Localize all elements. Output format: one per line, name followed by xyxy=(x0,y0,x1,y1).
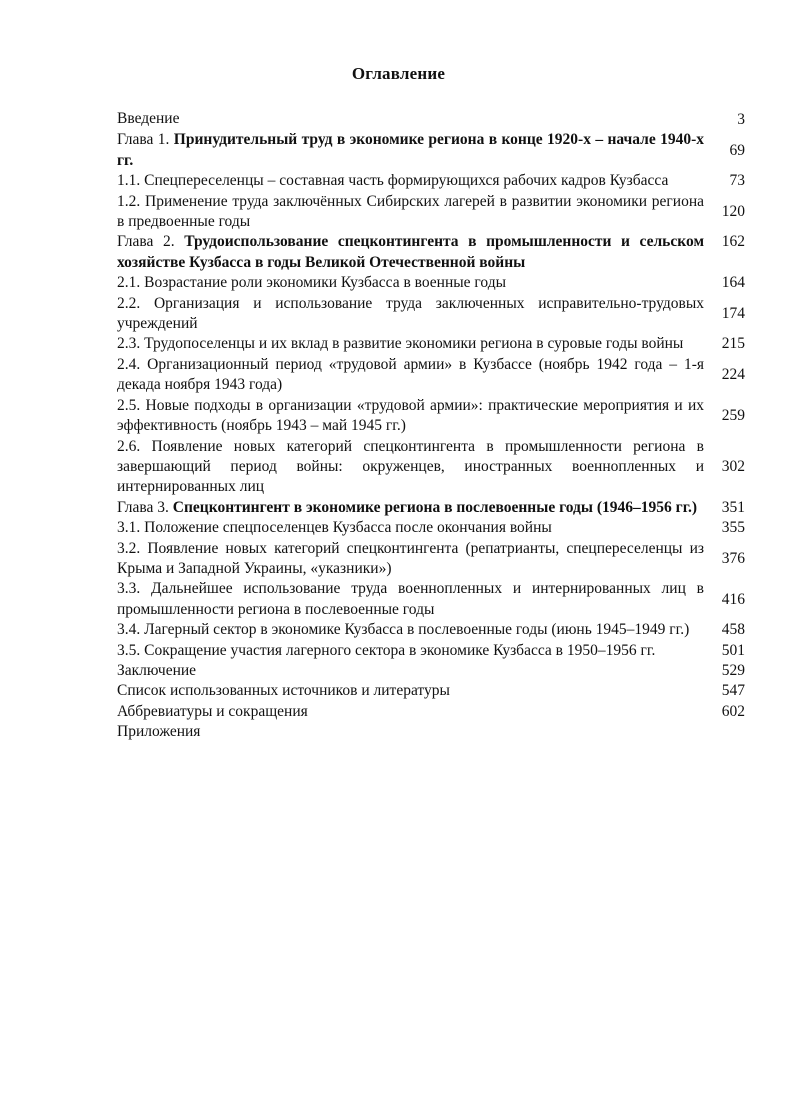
toc-entry-introduction[interactable] xyxy=(117,108,747,130)
toc-entry-text: 3.5. Сокращение участия лагерного сектора в экономике Кузбасса в 1950–1956 гг. xyxy=(117,641,656,659)
toc-page-number: 376 xyxy=(721,549,745,567)
toc-entry-section-2-4[interactable] xyxy=(117,355,747,396)
toc-entry-text: 2.4. Организационный период «трудовой армии» в Кузбассе (ноябрь 1942 года – 1-я декада ноября 1943 года) xyxy=(117,355,704,394)
toc-entry-text: Глава 3. xyxy=(117,498,173,516)
toc-page-number: 458 xyxy=(721,621,745,639)
toc-page-number: 174 xyxy=(721,304,745,322)
toc-entry-section-3-5[interactable] xyxy=(117,641,747,661)
toc-entry-text: 1.1. Спецпереселенцы – составная часть формирующихся рабочих кадров Кузбасса xyxy=(117,172,669,190)
toc-page-number: 224 xyxy=(721,366,745,384)
toc-entry-section-1-1[interactable] xyxy=(117,171,747,191)
toc-entry-text: 2.6. Появление новых категорий спецконтингента в промышленности региона в завершающий период войны: окруженцев, иностранных военнопленных и интернированных лиц xyxy=(117,437,704,496)
toc-entry-text: Введение xyxy=(117,110,180,127)
toc-entry-text: 2.2. Организация и использование труда заключенных исправительно-трудовых учреждений xyxy=(117,294,704,333)
toc-entry-abbreviations[interactable] xyxy=(117,702,747,722)
toc-entry-bold-text: Спецконтингент в экономике региона в послевоенные годы (1946–1956 гг.) xyxy=(172,498,698,516)
toc-entry-section-3-4[interactable] xyxy=(117,620,747,640)
toc-entry-section-1-2[interactable] xyxy=(117,192,747,233)
toc-entry-section-2-6[interactable] xyxy=(117,437,747,498)
toc-entry-text: 2.3. Трудопоселенцы и их вклад в развитие экономики региона в суровые годы войны xyxy=(117,335,684,353)
toc-page-number: 69 xyxy=(729,141,745,159)
toc-page-number: 547 xyxy=(721,682,745,700)
page-title: Оглавление xyxy=(351,64,446,83)
toc-entry-text: 3.2. Появление новых категорий спецконтингента (репатрианты, спецпереселенцы из Крыма и Западной Украины, «указники») xyxy=(117,539,704,577)
toc-page-number: 416 xyxy=(721,590,745,608)
toc-entry-section-2-2[interactable] xyxy=(117,294,747,335)
toc-entry-text: Глава 1. xyxy=(117,131,174,149)
toc-entry-text: Приложения xyxy=(117,723,201,741)
toc-page-number: 259 xyxy=(721,406,745,424)
toc-page-number: 501 xyxy=(721,641,745,659)
toc-entry-text: 3.3. Дальнейшее использование труда военнопленных и интернированных лиц в промышленности региона в послевоенные годы xyxy=(117,580,704,618)
toc-entry-section-3-1[interactable] xyxy=(117,518,747,538)
toc-entry-bibliography[interactable] xyxy=(117,681,747,701)
toc-entry-section-2-3[interactable] xyxy=(117,334,747,354)
toc-entry-section-3-2[interactable] xyxy=(117,539,747,580)
toc-entry-bold-text: Принудительный труд в экономике региона в конце 1920-х – начале 1940-х гг. xyxy=(117,131,705,169)
toc-entry-section-2-5[interactable] xyxy=(117,396,747,437)
toc-page-number: 529 xyxy=(721,661,745,679)
toc-page-number: 3 xyxy=(737,111,745,128)
toc-entry-text: Список использованных источников и литературы xyxy=(117,682,450,700)
toc-page-number: 73 xyxy=(729,172,745,190)
table-of-contents xyxy=(117,108,747,743)
toc-entry-text: 1.2. Применение труда заключённых Сибирских лагерей в развитии экономики региона в предвоенные годы xyxy=(117,192,704,231)
toc-entry-text: 3.1. Положение спецпоселенцев Кузбасса после окончания войны xyxy=(117,519,552,537)
toc-page-number: 351 xyxy=(721,498,745,516)
toc-entry-text: Аббревиатуры и сокращения xyxy=(117,702,308,720)
toc-entry-text: Заключение xyxy=(117,661,197,679)
toc-entry-text: 3.4. Лагерный сектор в экономике Кузбасса в послевоенные годы (июнь 1945–1949 гг.) xyxy=(117,621,690,639)
toc-entry-chapter-1[interactable] xyxy=(117,130,747,171)
toc-page-number: 302 xyxy=(721,457,745,475)
toc-entry-section-3-3[interactable] xyxy=(117,579,747,620)
toc-entry-chapter-3[interactable] xyxy=(117,498,747,518)
toc-page-number: 215 xyxy=(721,335,745,353)
toc-page-number: 355 xyxy=(721,519,745,537)
toc-entry-text: Глава 2. xyxy=(117,233,185,251)
toc-entry-chapter-2[interactable] xyxy=(117,232,747,273)
toc-entry-bold-text: Трудоиспользование спецконтингента в промышленности и сельском хозяйстве Кузбасса в годы Великой Отечественной войны xyxy=(117,233,704,271)
toc-entry-conclusion[interactable] xyxy=(117,661,747,681)
toc-page-number: 120 xyxy=(721,202,745,220)
toc-entry-text: 2.5. Новые подходы в организации «трудовой армии»: практические мероприятия и их эффективность (ноябрь 1943 – май 1945 гг.) xyxy=(117,396,704,435)
toc-page-number: 162 xyxy=(721,233,745,251)
toc-entry-section-2-1[interactable] xyxy=(117,273,747,293)
toc-entry-text: 2.1. Возрастание роли экономики Кузбасса в военные годы xyxy=(117,274,507,292)
toc-page-number: 602 xyxy=(721,702,745,720)
toc-page-number: 164 xyxy=(721,274,745,292)
toc-entry-appendices[interactable] xyxy=(117,722,747,742)
